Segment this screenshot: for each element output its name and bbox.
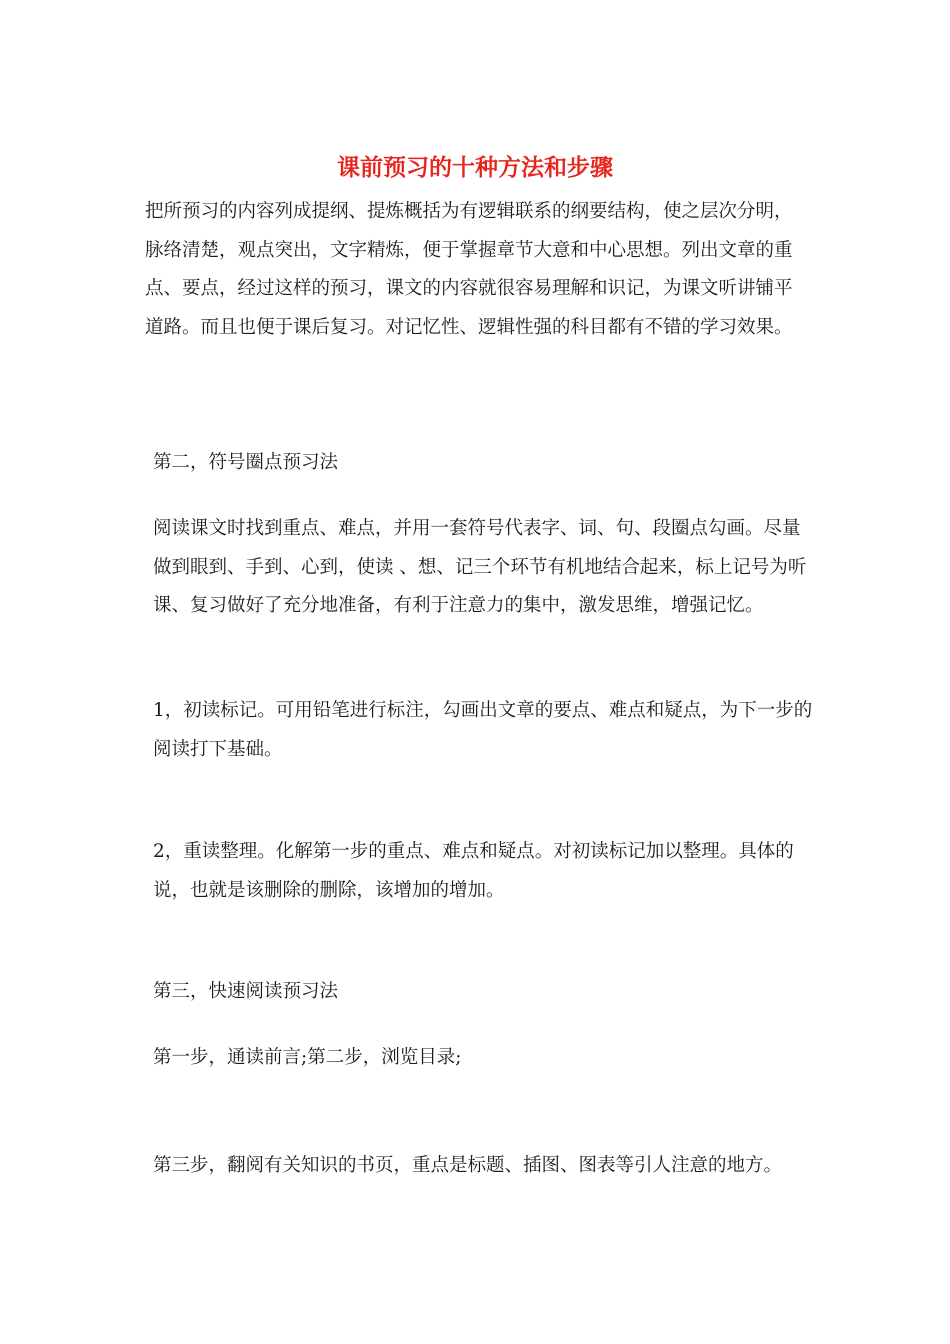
document-title: 课前预习的十种方法和步骤 bbox=[337, 154, 613, 181]
paragraph-step-2: 2，重读整理。化解第一步的重点、难点和疑点。对初读标记加以整理。具体的说，也就是该删除的删除，该增加的增加。 bbox=[153, 841, 794, 901]
paragraph-quick-read-steps: 第一步，通读前言;第二步，浏览目录; bbox=[153, 1047, 462, 1068]
paragraph-quick-read-step-3: 第三步，翻阅有关知识的书页，重点是标题、插图、图表等引人注意的地方。 bbox=[153, 1155, 783, 1176]
paragraph-intro: 把所预习的内容列成提纲、提炼概括为有逻辑联系的纲要结构，使之层次分明，脉络清楚，观点突出，文字精炼，便于掌握章节大意和中心思想。列出文章的重 点、要点，经过这样的预习，课文的内容就很容易理解和识记，为课文听讲铺平道路。而且也便于课后复习。对记忆性、逻辑性强的科目都有不错的学习效果。 bbox=[145, 201, 793, 338]
heading-section-2: 第二，符号圈点预习法 bbox=[153, 452, 339, 473]
paragraph-section-2: 阅读课文时找到重点、难点，并用一套符号代表字、词、句、段圈点勾画。尽量做到眼到、手到、心到，使读 、想、记三个环节有机地结合起来，标上记号为听课、复习做好了充分地准备，有利于注意力的集中，激发思维，增强记忆。 bbox=[153, 518, 807, 616]
paragraph-step-1: 1，初读标记。可用铅笔进行标注，勾画出文章的要点、难点和疑点，为下一步的阅读打下基础。 bbox=[153, 700, 813, 760]
heading-section-3: 第三，快速阅读预习法 bbox=[153, 981, 339, 1002]
